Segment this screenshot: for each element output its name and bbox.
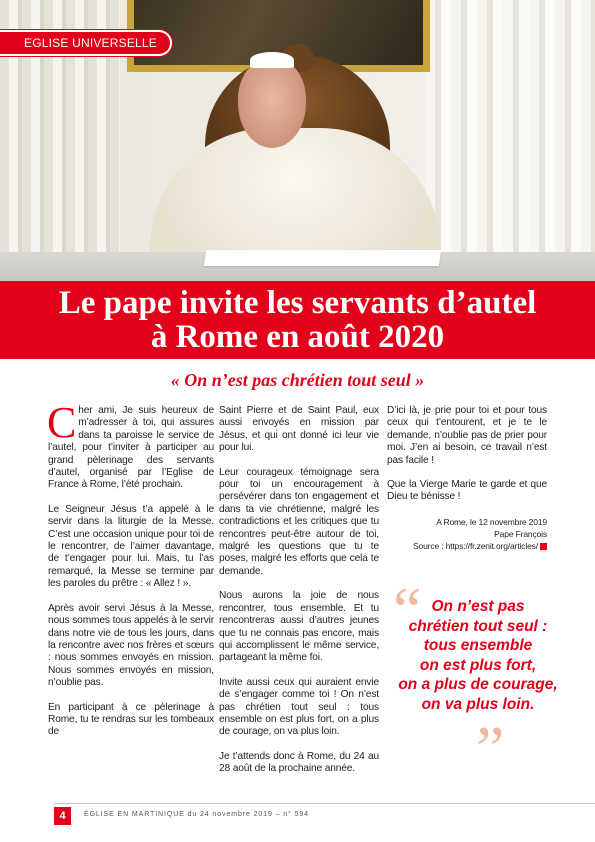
drop-cap: C (47, 398, 77, 447)
signature-block (387, 516, 547, 552)
title-line-1: Le pape invite les servants d’autel (58, 285, 537, 321)
article-column-3 (387, 405, 547, 552)
paragraph: Que la Vierge Marie te garde et que Dieu te bénisse ! (387, 479, 547, 503)
paragraph: Cher ami, Je suis heureux de m’adresser à toi, qui assures dans ta paroisse le service de l’autel, pour t’inviter à participer au grand pèlerinage des servants d’autel, organisé par l’Eglise de France à Rome, l’été prochain. (47, 398, 214, 491)
end-mark-icon (540, 543, 547, 550)
zucchetto (250, 52, 294, 68)
curtain-right (425, 0, 595, 281)
subtitle: « On n’est pas chrétien tout seul » (170, 370, 425, 390)
title-band (0, 281, 595, 359)
footer-divider (54, 803, 595, 804)
paragraph: Saint Pierre et de Saint Paul, eux aussi envoyés en mission par Jésus, et qui ont donné ici leur vie pour lui. (219, 405, 379, 454)
section-tab: EGLISE UNIVERSELLE (0, 30, 172, 56)
paragraph: Leur courageux témoignage sera pour toi un encouragement à persévérer dans ton engagement et dans ta vie chrétienne, malgré les contradictions et les critiques que tu rencontres peut-être autour de toi, malgré les questions que tu te poses, malgré les efforts que cela te demande. (219, 466, 379, 577)
footer-publication: ÉGLISE EN MARTINIQUE du 24 novembre 2019 – n° 594 (84, 811, 309, 818)
page-title (0, 286, 595, 354)
title-line-2: à Rome en août 2020 (150, 319, 445, 355)
paragraph: Je t’attends donc à Rome, du 24 au 28 août de la prochaine année. (219, 750, 379, 775)
article-column-1 (47, 398, 214, 751)
sign-author: Pape François (494, 528, 547, 539)
close-quote-icon: ” (476, 713, 505, 784)
paragraph: Le Seigneur Jésus t’a appelé à le servir dans la liturgie de la Messe. C’est une occasion unique pour toi de le rencontrer, de l’aimer davantage, de t’engager pour lui. Mais, tu l’as remarqué, la Messe se termine par les paroles du prêtre : « Allez ! ». (48, 503, 214, 590)
open-quote-icon: “ (393, 574, 422, 645)
paragraph: Après avoir servi Jésus à la Messe, nous sommes tous appelés à le servir dans notre vie de tous les jours, dans la rencontre avec nos frères et sœurs : nous sommes envoyés en mission. Nous sommes envoyés en mission, n’oublie pas. (48, 602, 214, 689)
pope-face (238, 58, 306, 148)
article-column-2 (219, 405, 379, 788)
paragraph: D’ici là, je prie pour toi et pour tous ceux qui t’entourent, et je te le demande, n’oublie pas de prier pour moi. J’en ai besoin, ce travail n’est pas facile ! (387, 405, 547, 466)
paragraph: Nous aurons la joie de nous rencontrer, tous ensemble. Et tu rencontreras aussi d’autres jeunes que tu ne connais pas encore, mais qui accomplissent le même service, partageant la même foi. (219, 590, 379, 664)
page-number: 4 (54, 807, 71, 825)
sign-source: Source : https://fr.zenit.org/articles/ (387, 540, 547, 552)
sign-place-date: A Rome, le 12 novembre 2019 (436, 516, 547, 527)
pull-quote: On n’est pas chrétien tout seul : tous ensemble on est plus fort, on a plus de courage, on va plus loin. (398, 598, 558, 713)
paragraph: Invite aussi ceux qui auraient envie de s’engager comme toi ! On n’est pas chrétien tout seul : tous ensemble on est plus fort, on a plus de courage, on va plus loin. (219, 676, 379, 738)
paragraph: En participant à ce pèlerinage à Rome, tu te rendras sur les tombeaux de (48, 701, 214, 738)
paper-sheet (204, 250, 441, 266)
